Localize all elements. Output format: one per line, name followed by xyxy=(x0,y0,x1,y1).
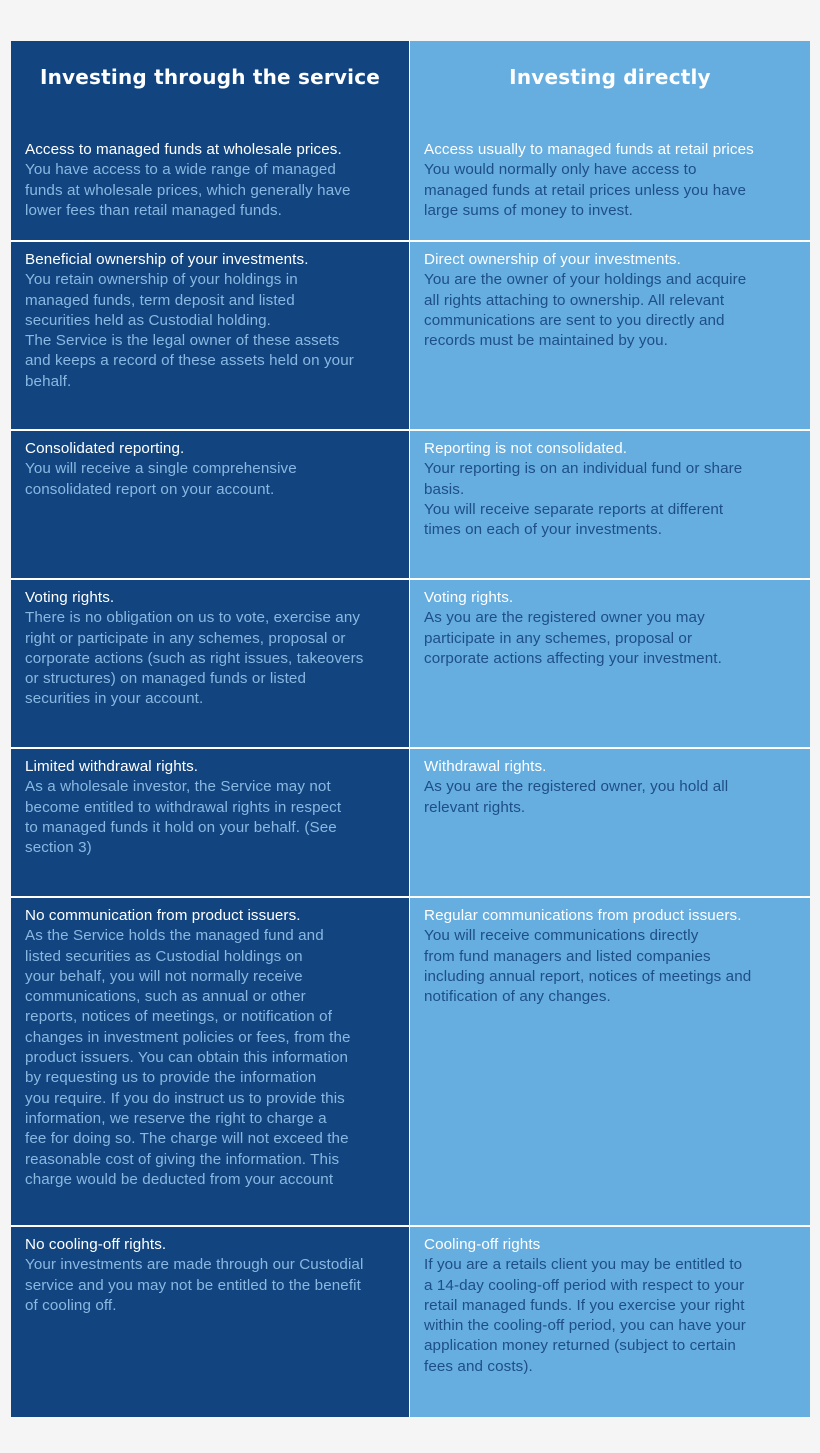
row-1-right xyxy=(410,132,810,240)
row-title: Limited withdrawal rights. xyxy=(25,758,199,775)
header-right: Investing directly xyxy=(410,41,810,113)
row-title: Voting rights. xyxy=(25,589,115,606)
row-body: As you are the registered owner, you hold all relevant rights. xyxy=(424,778,729,816)
row-title: No communication from product issuers. xyxy=(25,907,301,924)
row-title: Consolidated reporting. xyxy=(25,440,185,457)
row-3-left xyxy=(11,431,409,578)
row-5-left xyxy=(11,749,409,896)
row-title: Voting rights. xyxy=(424,589,514,606)
row-body: As a wholesale investor, the Service may not become entitled to withdrawal rights in respect to managed funds it hold on your behalf. (See section 3) xyxy=(25,778,342,857)
row-6-left xyxy=(11,898,409,1225)
row-body: There is no obligation on us to vote, exercise any right or participate in any schemes, proposal or corporate actions (such as right issues, takeovers or structures) on managed funds or listed securities in your account. xyxy=(25,609,364,708)
row-title: Reporting is not consolidated. xyxy=(424,440,628,457)
row-body: You will receive communications directly from fund managers and listed companies including annual report, notices of meetings and notification of any changes. xyxy=(424,927,752,1006)
header-spacer-left xyxy=(11,111,409,133)
row-7-right xyxy=(410,1227,810,1417)
row-title: Beneficial ownership of your investments. xyxy=(25,251,309,268)
row-title: Cooling-off rights xyxy=(424,1236,541,1253)
row-body: If you are a retails client you may be entitled to a 14-day cooling-off period with respect to your retail managed funds. If you exercise your right within the cooling-off period, you can have your application money returned (subject to certain fees and costs). xyxy=(424,1256,746,1375)
row-body: As the Service holds the managed fund and listed securities as Custodial holdings on your behalf, you will not normally receive communications, such as annual or other reports, notices of meetings, or notification of changes in investment policies or fees, from the product issuers. You can obtain this information by requesting us to provide the information you require. If you do instruct us to provide this information, we reserve the right to charge a fee for doing so. The charge will not exceed the reasonable cost of giving the information. This charge would be deducted from your account xyxy=(25,927,351,1188)
row-body: You would normally only have access to managed funds at retail prices unless you have large sums of money to invest. xyxy=(424,161,747,219)
row-title: No cooling-off rights. xyxy=(25,1236,167,1253)
row-2-left xyxy=(11,242,409,429)
comparison-table xyxy=(11,41,810,1417)
row-title: Withdrawal rights. xyxy=(424,758,547,775)
row-3-right xyxy=(410,431,810,578)
row-title: Access to managed funds at wholesale prices. xyxy=(25,141,342,158)
row-title: Access usually to managed funds at retail prices xyxy=(424,141,754,158)
row-body: Your investments are made through our Custodial service and you may not be entitled to the benefit of cooling off. xyxy=(25,1256,364,1314)
row-1-left xyxy=(11,132,409,240)
header-spacer-right xyxy=(410,111,810,133)
row-2-right xyxy=(410,242,810,429)
row-body: You retain ownership of your holdings in managed funds, term deposit and listed securities held as Custodial holding. The Service is the legal owner of these assets and keeps a record of these assets held on your behalf. xyxy=(25,271,354,390)
row-4-left xyxy=(11,580,409,747)
row-title: Direct ownership of your investments. xyxy=(424,251,681,268)
row-7-left xyxy=(11,1227,409,1417)
row-6-right xyxy=(410,898,810,1225)
row-body: You will receive a single comprehensive consolidated report on your account. xyxy=(25,460,297,498)
row-body: You are the owner of your holdings and acquire all rights attaching to ownership. All relevant communications are sent to you directly and records must be maintained by you. xyxy=(424,271,747,350)
row-5-right xyxy=(410,749,810,896)
row-body: As you are the registered owner you may participate in any schemes, proposal or corporate actions affecting your investment. xyxy=(424,609,722,667)
header-left: Investing through the service xyxy=(11,41,409,113)
row-4-right xyxy=(410,580,810,747)
row-title: Regular communications from product issuers. xyxy=(424,907,742,924)
row-body: You have access to a wide range of managed funds at wholesale prices, which generally have lower fees than retail managed funds. xyxy=(25,161,351,219)
row-body: Your reporting is on an individual fund or share basis. You will receive separate reports at different times on each of your investments. xyxy=(424,460,743,539)
